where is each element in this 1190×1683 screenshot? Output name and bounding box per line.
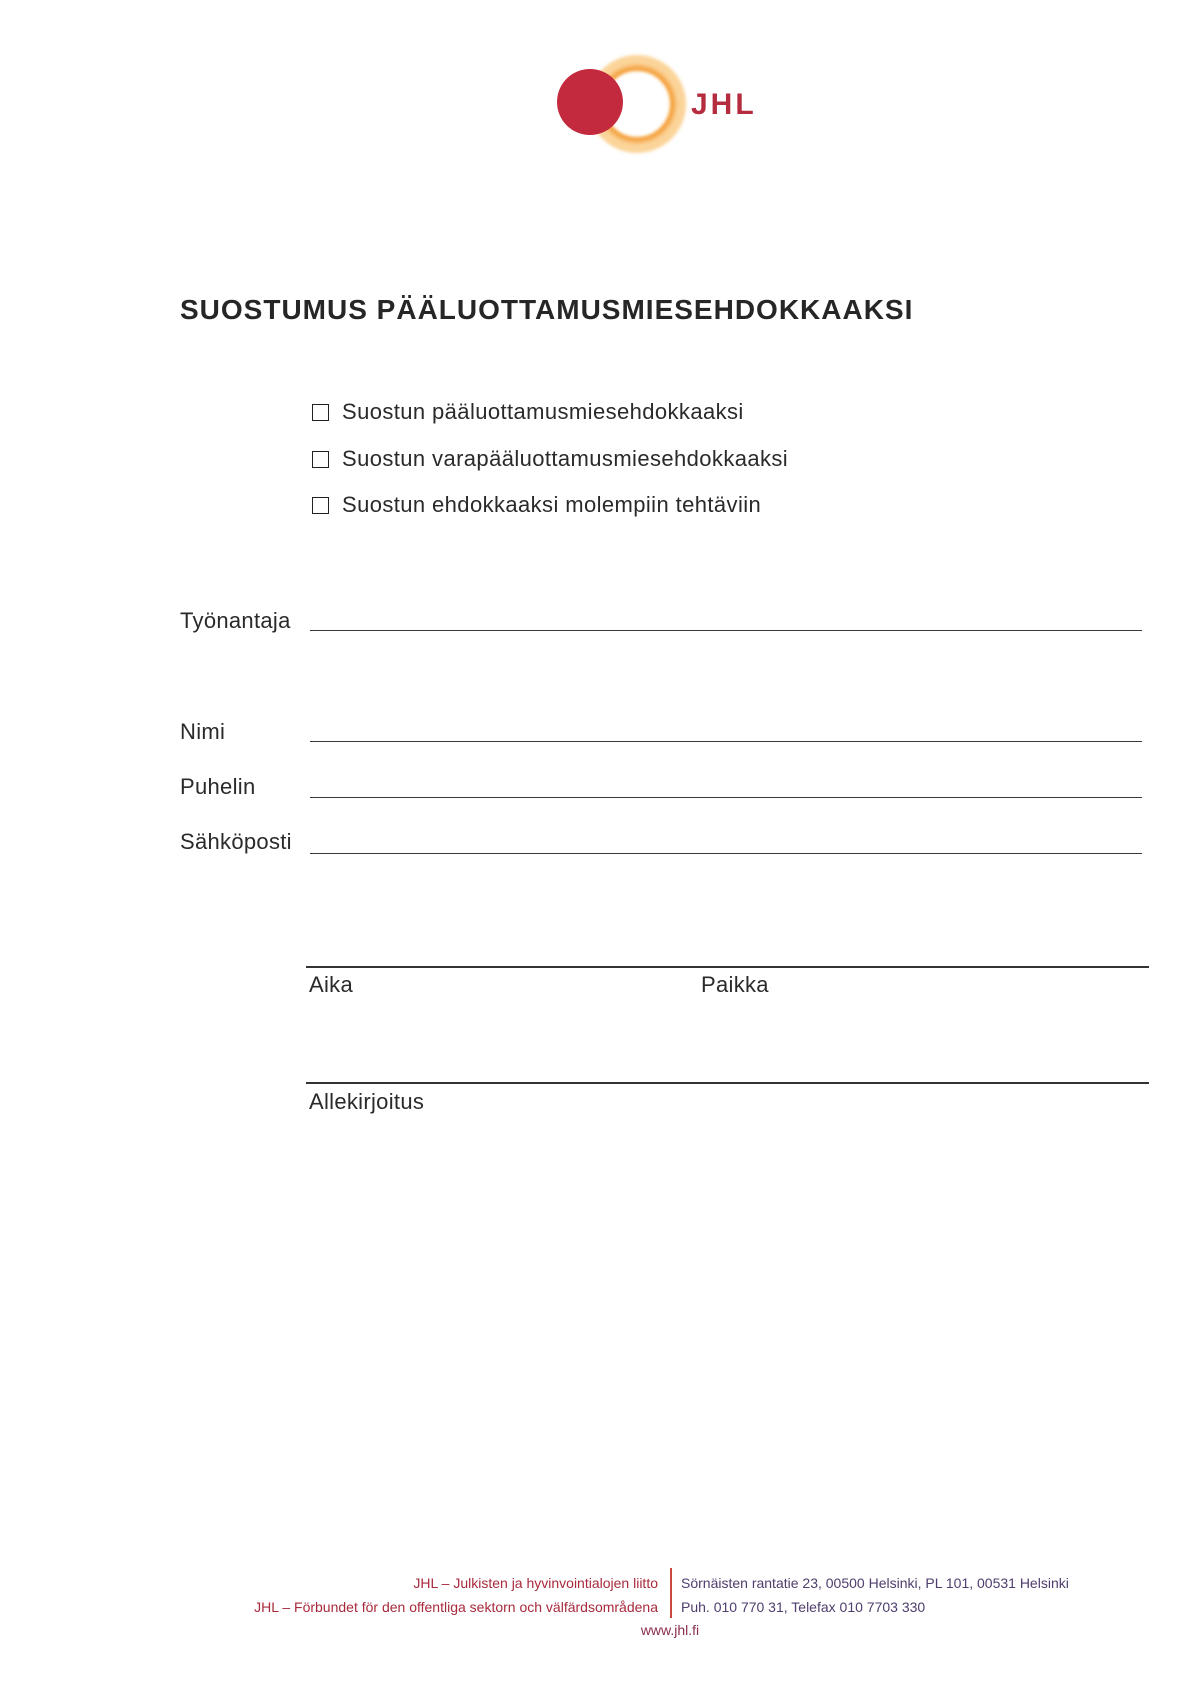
signature-field[interactable] — [306, 1082, 1149, 1084]
option-row-main[interactable] — [312, 398, 744, 426]
logo-text: JHL — [691, 88, 757, 121]
checkbox-main-candidate[interactable] — [312, 404, 329, 421]
phone-field[interactable] — [310, 797, 1142, 798]
option-label: Suostun varapääluottamusmiesehdokkaaksi — [342, 446, 789, 471]
page-title: SUOSTUMUS PÄÄLUOTTAMUSMIESEHDOKKAAKSI — [180, 294, 914, 325]
email-field[interactable] — [310, 853, 1142, 854]
option-label: Suostun pääluottamusmiesehdokkaaksi — [342, 399, 744, 424]
name-label: Nimi — [180, 719, 226, 744]
employer-label: Työnantaja — [180, 608, 291, 633]
time-place-field[interactable] — [306, 966, 1149, 968]
checkbox-both-roles[interactable] — [312, 497, 329, 514]
option-row-both[interactable] — [312, 491, 761, 519]
employer-field[interactable] — [310, 630, 1142, 631]
name-field[interactable] — [310, 741, 1142, 742]
footer-separator — [670, 1568, 672, 1618]
option-label: Suostun ehdokkaaksi molempiin tehtäviin — [342, 492, 762, 517]
option-row-deputy[interactable] — [312, 445, 788, 473]
footer-website-link[interactable]: www.jhl.fi — [640, 1622, 700, 1638]
place-label: Paikka — [701, 972, 769, 997]
signature-label: Allekirjoitus — [309, 1089, 425, 1114]
phone-label: Puhelin — [180, 774, 256, 799]
time-label: Aika — [309, 972, 353, 997]
email-label: Sähköposti — [180, 829, 292, 854]
logo-red-circle — [557, 69, 623, 135]
checkbox-deputy-candidate[interactable] — [312, 451, 329, 468]
footer-address: Sörnäisten rantatie 23, 00500 Helsinki, PL 101, 00531 Helsinki — [681, 1575, 1069, 1591]
footer-org-sv: JHL – Förbundet för den offentliga sektorn och välfärdsområdena — [254, 1599, 658, 1615]
footer-org-fi: JHL – Julkisten ja hyvinvointialojen liitto — [413, 1575, 658, 1591]
footer-phone: Puh. 010 770 31, Telefax 010 7703 330 — [681, 1599, 926, 1615]
jhl-logo — [545, 44, 785, 164]
